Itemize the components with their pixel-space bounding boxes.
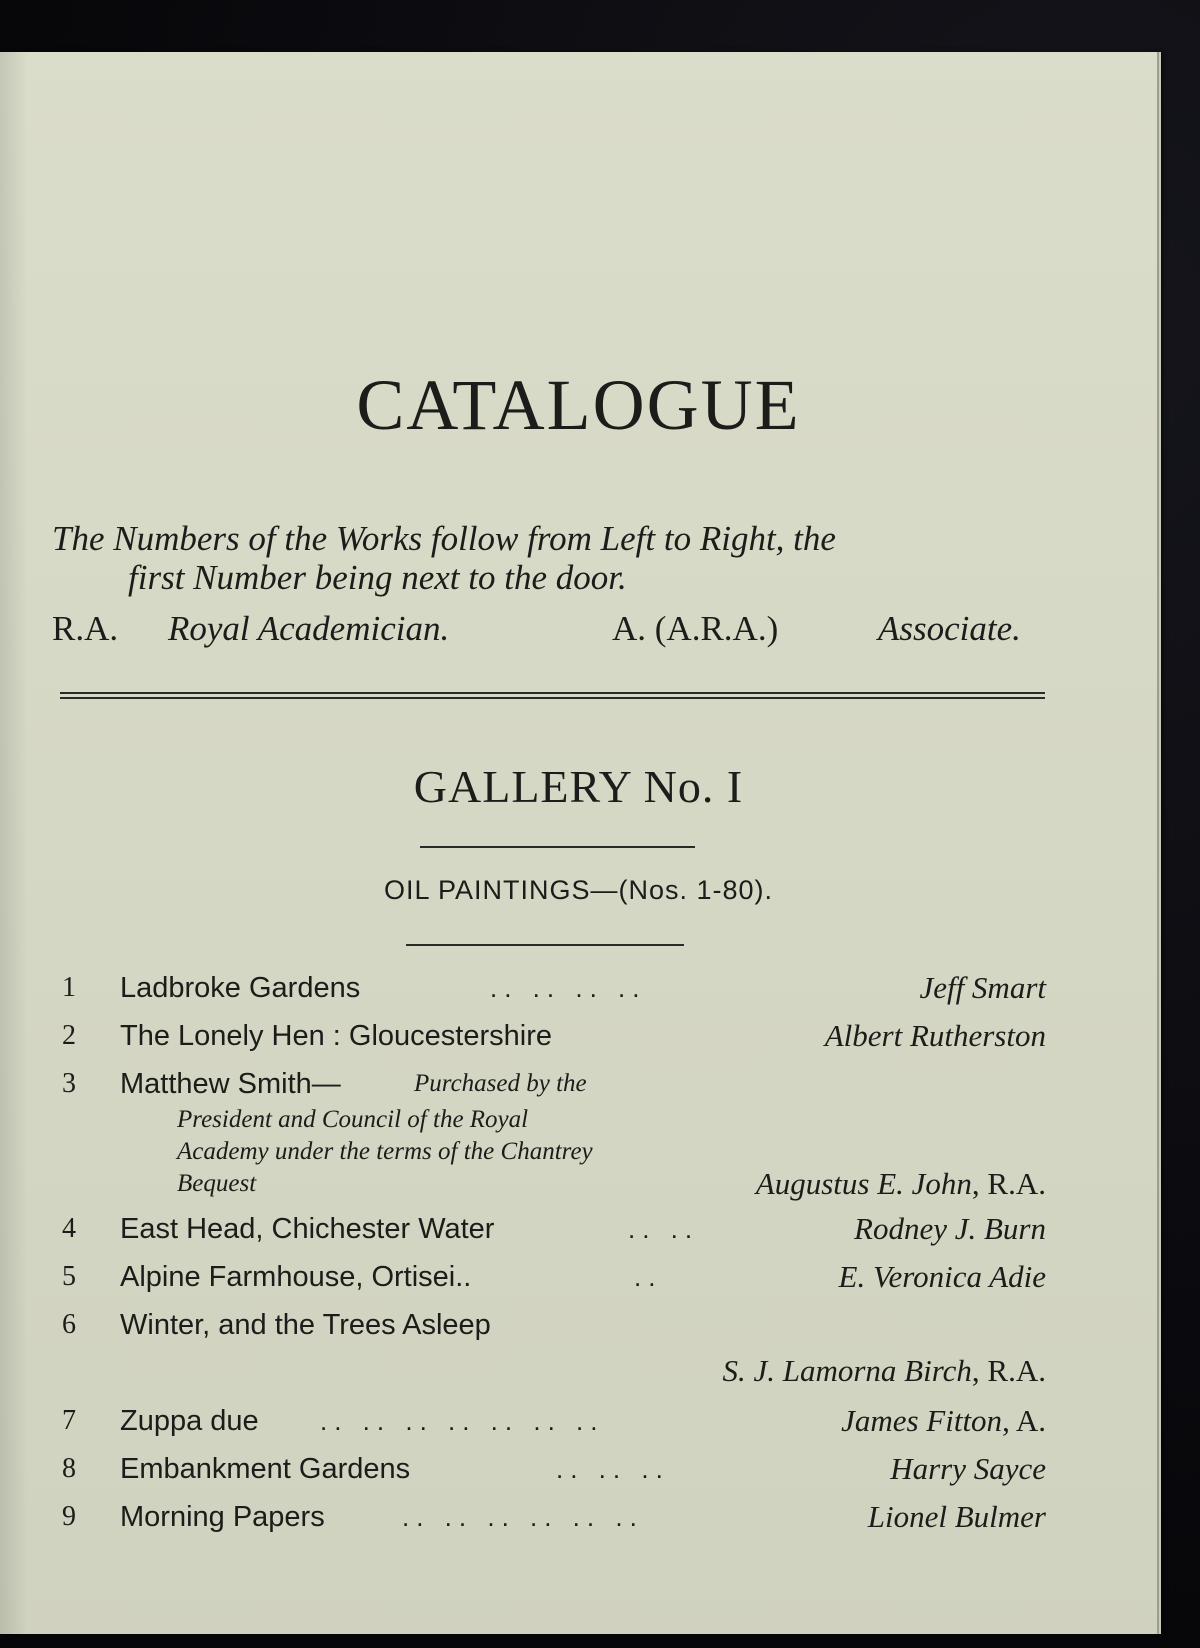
divider-upper (420, 846, 695, 848)
dot-leader: .. (634, 1262, 663, 1292)
artist-name-text: Augustus E. John (755, 1166, 972, 1201)
dot-leader: .. .. .. .. .. .. (402, 1502, 644, 1532)
work-title: Zuppa due (120, 1405, 259, 1437)
list-item (62, 1205, 1046, 1253)
item-number: 8 (62, 1453, 76, 1484)
list-item (62, 1397, 1046, 1445)
instruction-line-1: The Numbers of the Works follow from Left to Right, the (52, 519, 836, 558)
purchase-note-line-3: Academy under the terms of the Chantrey (177, 1138, 593, 1165)
work-title: Matthew Smith— (120, 1068, 341, 1100)
dot-leader: .. .. .. (556, 1454, 670, 1484)
artist-name (722, 1347, 1046, 1395)
abbrev-ra-meaning: Royal Academician. (168, 609, 450, 648)
work-title: East Head, Chichester Water (120, 1213, 495, 1245)
artist-name: Albert Rutherston (824, 1018, 1046, 1053)
item-number: 2 (62, 1020, 76, 1051)
work-title: The Lonely Hen : Gloucestershire (120, 1020, 552, 1052)
dot-leader: .. .. (628, 1214, 700, 1244)
artist-name (756, 1164, 1046, 1204)
double-divider (60, 692, 1045, 699)
artist-name: Lionel Bulmer (867, 1499, 1046, 1534)
gallery-title: GALLERY No. I (413, 761, 744, 812)
abbreviation-key (52, 609, 1045, 653)
catalogue-page (0, 52, 1157, 1634)
artist-name (841, 1397, 1046, 1445)
list-item (62, 1493, 1046, 1541)
artist-name: Rodney J. Burn (854, 1211, 1046, 1246)
purchase-note-line-2: President and Council of the Royal (177, 1106, 529, 1133)
list-item (62, 1445, 1046, 1493)
artist-name: Harry Sayce (890, 1451, 1046, 1486)
instruction-line-2: first Number being next to the door. (128, 558, 627, 597)
item-number: 9 (62, 1501, 76, 1532)
work-title: Alpine Farmhouse, Ortisei.. (120, 1261, 472, 1293)
list-item (62, 1301, 1046, 1397)
artist-name-text: James Fitton (841, 1403, 1003, 1438)
item-number: 4 (62, 1213, 76, 1244)
purchase-note-line-4: Bequest (177, 1170, 257, 1197)
abbrev-ra-code: R.A. (52, 609, 119, 648)
item-number: 5 (62, 1261, 76, 1292)
work-title: Morning Papers (120, 1501, 325, 1533)
artist-name: Jeff Smart (919, 970, 1046, 1005)
artist-rank: , A. (1002, 1403, 1046, 1438)
purchase-note-line-1: Purchased by the (414, 1070, 587, 1097)
divider-lower (406, 944, 684, 946)
artist-name: E. Veronica Adie (838, 1259, 1046, 1294)
dot-leader: .. .. .. .. .. .. .. (320, 1406, 605, 1436)
list-item (62, 1253, 1046, 1301)
works-list (62, 964, 1046, 1541)
dot-leader: .. .. .. .. (490, 973, 647, 1003)
artist-rank: , R.A. (971, 1166, 1046, 1201)
abbrev-ara-code: A. (A.R.A.) (612, 609, 779, 648)
catalogue-title: CATALOGUE (356, 365, 801, 445)
work-title: Winter, and the Trees Asleep (120, 1309, 491, 1341)
list-item (62, 1012, 1046, 1060)
work-title: Ladbroke Gardens (120, 972, 361, 1004)
numbering-instruction (52, 519, 1052, 597)
section-heading: OIL PAINTINGS—(Nos. 1-80). (383, 875, 774, 905)
artist-name-text: S. J. Lamorna Birch (722, 1353, 972, 1388)
item-number: 6 (62, 1309, 76, 1340)
abbrev-ara-meaning: Associate. (878, 609, 1021, 648)
list-item (62, 964, 1046, 1012)
work-title: Embankment Gardens (120, 1453, 411, 1485)
item-number: 3 (62, 1068, 76, 1099)
item-number: 7 (62, 1405, 76, 1436)
artist-rank: , R.A. (971, 1353, 1046, 1388)
item-number: 1 (62, 972, 76, 1003)
list-item (62, 1060, 1046, 1205)
